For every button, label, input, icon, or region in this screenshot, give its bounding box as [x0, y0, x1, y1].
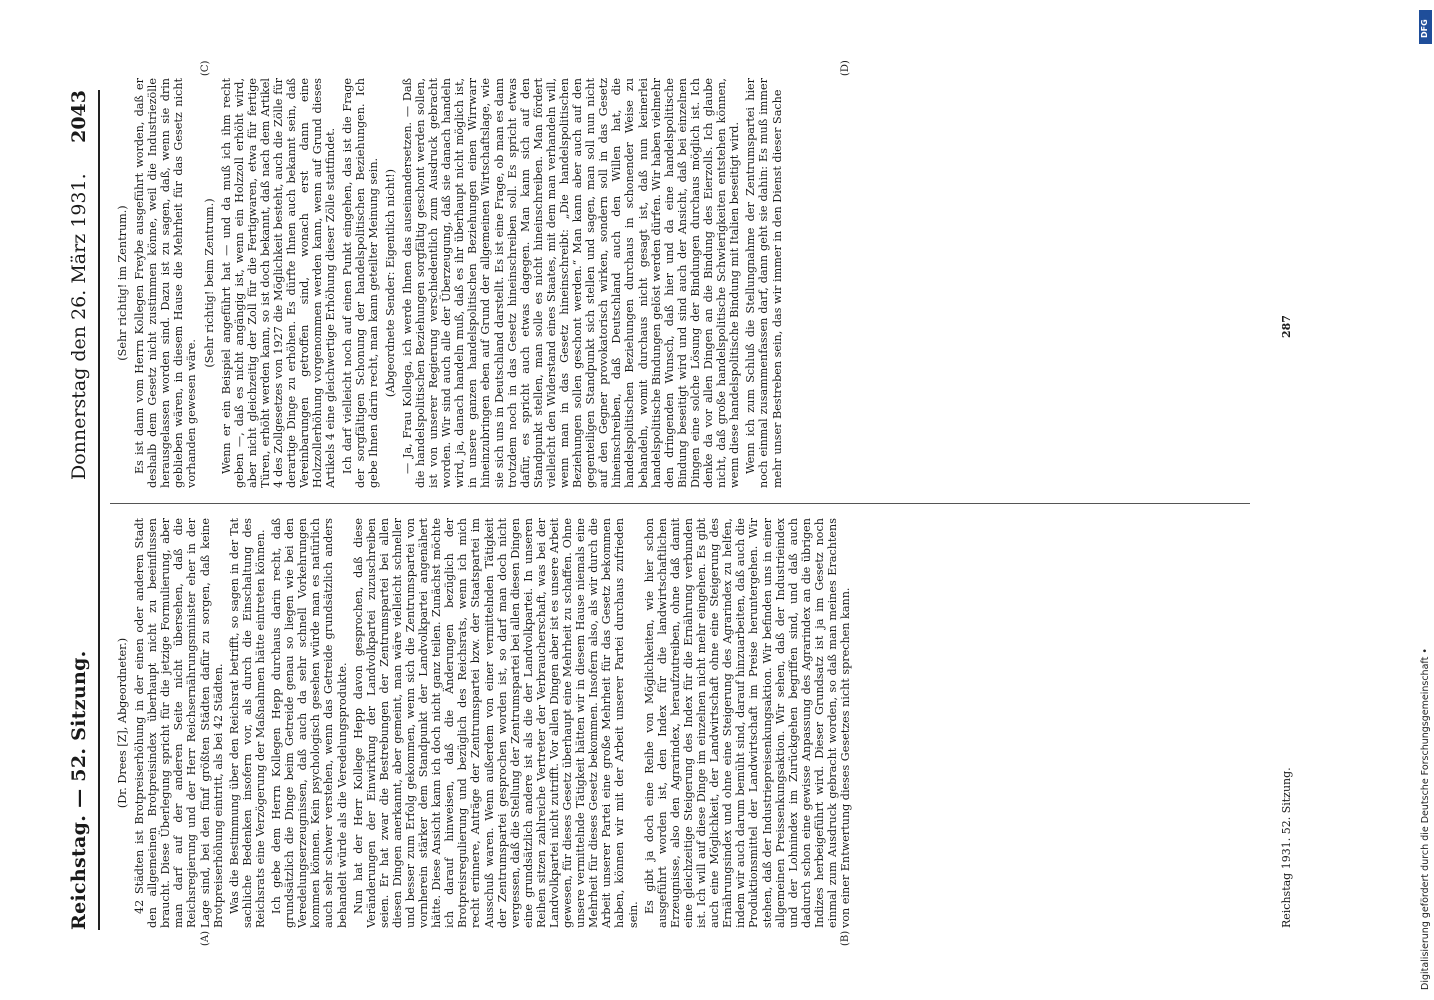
paragraph: Was die Bestimmung über den Reichsrat betrifft, so sagen in der Tat sachliche Bedenken insofern vor, als durch die Einschaltung des Reichsrats eine Verzögerung der Maßnahmen hätte eintreten können.: [227, 518, 267, 928]
paragraph: — Ja, Frau Kollega, ich werde Ihnen das auseinandersetzen. — Daß die handelspolitischen Beziehungen sorgfältig geschont werden sollen, ist von unserer Regierung verschiedentlich zum Ausdruck gebracht worden. Wir sind auch alle der Überzeugung, daß sie danach handeln wird, ja, danach handeln muß, daß es ihr überhaupt nicht möglich ist, in unsere ganzen handelspolitischen Beziehungen einen Wirrwarr hineinzubringen eben auf Grund der allgemeinen Wirtschaftslage, wie sie sich uns in Deutschland darstellt. Es ist eine Frage, ob man es dann trotzdem noch in das Gesetz hineinschreiben soll. Es spricht etwas dafür, es spricht auch etwas dagegen. Man kann sich auf den Standpunkt stellen, man solle es nicht hineinschreiben. Man fördert vielleicht den Widerstand eines Staates, mit dem man verhandeln will, wenn man in das Gesetz hineinschreibt: „Die handelspolitischen Beziehungen sollen geschont werden.“ Man kann aber auch auf den gegenteiligen Standpunkt sich stellen und sagen, man soll nun nicht auf den Gegner provokatorisch wirken, sondern soll in das Gesetz hineinschreiben, daß Deutschland auch den Willen hat, die handelspolitischen Beziehungen durchaus in schonender Weise zu behandeln, womit durchaus nicht gesagt ist, daß nun keinerlei handelspolitische Bindungen gelöst werden dürfen. Wir haben vielmehr den dringenden Wunsch, daß hier und da eine handelspolitische Bindung beseitigt wird und sind auch der Ansicht, daß bei einzelnen Dingen eine solche Lösung der Bindungen durchaus möglich ist. Ich denke da vor allen Dingen an die Bindung des Eierzolls. Ich glaube nicht, daß große handelspolitische Schwierigkeiten entstehen können, wenn diese handelspolitische Bindung mit Italien beseitigt wird.: [400, 78, 742, 488]
interjection: (Abgeordnete Sender: Eigentlich nicht!): [383, 168, 397, 398]
header-session: Reichstag. — 52. Sitzung.: [68, 650, 90, 930]
header-page-number: 2043: [68, 90, 90, 143]
paragraph: Es ist dann vom Herrn Kollegen Freybe ausgeführt worden, daß er deshalb dem Gesetz nicht zustimmen könne, weil die Industriezölle herausgelassen worden sind. Dazu ist zu sagen, daß, wenn sie drin geblieben wären, in diesem Hause die Mehrheit für das Gesetz nicht vorhanden gewesen wäre.: [133, 78, 199, 488]
digitization-note: Digitalisierung gefördert durch die Deutsche Forschungsgemeinschaft •: [1420, 648, 1431, 990]
margin-mark-a: (A): [200, 930, 211, 946]
page-header: [60, 60, 100, 950]
speaker-line: (Dr. Drees [Z], Abgeordneter.): [116, 637, 129, 809]
newspaper-page: [60, 60, 1330, 950]
paragraph: Es gibt ja doch eine Reihe von Möglichkeiten, wie hier schon ausgeführt worden ist, den Index für die landwirtschaftlichen Erzeugnisse, also den Agrarindex, heraufzutreiben, ohne daß damit eine gleichzeitige Steigerung des Index für die Ernährung verbunden ist. Ich will auf diese Dinge im einzelnen nicht mehr eingehen. Es gibt auch eine Möglichkeit, der Landwirtschaft ohne eine Steigerung des Ernährungsindex und ohne eine Steigerung des Agrarindex zu helfen, indem wir auch darum bemüht sind, darauf hinzuarbeiten, daß auch die Produktionsmittel der Landwirtschaft im Preise heruntergehen. Wir stehen, daß der Industriepreisenkungsaktion. Wir befinden uns in einer allgemeinen Preissenkungsaktion. Wir sehen, daß der Industrieindex und der Lohnindex im Zurückgehen begriffen sind, und daß auch dadurch schon eine gewisse Anpassung des Agrarindex an die übrigen Indizes herbeigeführt wird. Dieser Grundsatz ist ja im Gesetz noch einmal zum Ausdruck gebracht worden, so daß man meines Erachtens von einer Entwertung dieses Gesetzes nicht sprechen kann.: [642, 518, 853, 928]
interjection: (Sehr richtig! im Zentrum.): [116, 205, 129, 361]
paragraph: 42 Städten ist Brotpreiserhöhung in der einen oder anderen Stadt den allgemeinen Brotpreisindex überhaupt nicht zu beeinflussen braucht. Diese Überlegung spricht für die jetzige Formulierung, aber man darf auf der anderen Seite nicht übersehen, daß die Reichsregierung und der Herr Reichsernährungsminister eher in der Lage sind, bei den fünf größten Städten dafür zu sorgen, daß keine Brotpreiserhöhung eintritt, als bei 42 Städten.: [133, 518, 225, 928]
column-divider: [110, 503, 1250, 504]
margin-mark-c: (C): [200, 60, 211, 76]
text-column-left: [112, 518, 1272, 928]
paragraph: Ich gebe dem Herrn Kollegen Hepp durchaus darin recht, daß grundsätzlich die Dinge beim Getreide genau so liegen wie bei den Veredelungserzeugnissen, daß auch da sehr schnell Vorkehrungen kommen können. Kein psychologisch gesehen würde man es natürlich auch sehr schwer verstehen, wenn das Getreide grundsätzlich anders behandelt würde als die Veredelungsprodukte.: [270, 518, 349, 928]
paragraph: Wenn ich zum Schluß die Stellungnahme der Zentrumspartei hier noch einmal zusammenfassen darf, dann geht sie dahin: Es muß immer mehr unser Bestreben sein, das wir immer in den Dienst dieser Sache: [744, 78, 784, 488]
margin-mark-b: (B): [840, 930, 851, 946]
footer-signature: 287: [1280, 315, 1293, 338]
paragraph: Ich darf vielleicht noch auf einen Punkt eingehen, das ist die Frage der sorgfältigen Schonung der handelspolitischen Beziehungen. Ich gebe Ihnen darin recht, man kann geteilter Meinung sein.: [340, 78, 380, 488]
paragraph: Wenn er ein Beispiel angeführt hat — und da muß ich ihm recht geben —, daß es nicht angängig ist, wenn ein Holzzoll erhöht wird, aber nicht gleichzeitig der Zoll für die Fertigwaren, etwa für fertige Türen, erhöht werden kann, so ist doch bekannt, daß nach dem Artikel 4 des Zollgesetzes von 1927 die Möglichkeit besteht, auch die Zölle für derartige Dinge zu erhöhen. Es dürfte Ihnen auch bekannt sein, daß Vereinbarungen getroffen sind, wonach erst dann eine Holzzollerhöhung vorgenommen werden kann, wenn auf Grund dieses Artikels 4 eine gleichwertige Erhöhung dieser Zölle stattfindet.: [219, 78, 338, 488]
margin-mark-d: (D): [840, 60, 851, 76]
header-date: Donnerstag den 26. März 1931.: [68, 173, 90, 480]
text-column-right: [112, 78, 1272, 488]
header-rule: [98, 90, 100, 930]
interjection: (Sehr richtig! beim Zentrum.): [202, 198, 216, 368]
footer-session: Reichstag 1931. 52. Sitzung.: [1280, 767, 1293, 928]
paragraph: Nun hat der Herr Kollege Hepp davon gesprochen, daß diese Veränderungen der Einwirkung der Landvolkpartei zuzuschreiben seien. Er hat zwar die Bestrebungen der Zentrumspartei bei allen diesen Dingen anerkannt, aber gemeint, man wäre vielleicht schneller und besser zum Erfolg gekommen, wenn sich die Zentrumspartei von vornherein stärker dem Standpunkt der Landvolkpartei angenähert hätte. Diese Ansicht kann ich doch nicht ganz teilen. Zunächst möchte ich darauf hinweisen, daß die Änderungen bezüglich der Brotpreisregulierung und bezüglich des Reichsrats, wenn ich mich recht erinnere, Anträge der Zentrumspartei bzw. der Staatspartei im Ausschuß waren. Wenn außerdem von einer vermittelnden Tätigkeit der Zentrumspartei gesprochen worden ist, so darf man doch nicht vergessen, daß die Stellung der Zentrumspartei bei allen diesen Dingen eine grundsätzlich andere ist als die der Landvolkpartei. In unseren Reihen sitzen zahlreiche Vertreter der Verbraucherschaft, was bei der Landvolkpartei nicht zutrifft. Vor allen Dingen aber ist es unsere Arbeit gewesen, für dieses Gesetz überhaupt eine Mehrheit zu schaffen. Ohne unsere vermittelnde Tätigkeit hätten wir in diesem Hause niemals eine Mehrheit für dieses Gesetz bekommen. Insofern also, als wir durch die Arbeit unserer Partei eine große Mehrheit für das Gesetz bekommen haben, können wir mit der Arbeit unserer Partei durchaus zufrieden sein.: [351, 518, 640, 928]
dfg-logo: DFG: [1419, 10, 1432, 44]
